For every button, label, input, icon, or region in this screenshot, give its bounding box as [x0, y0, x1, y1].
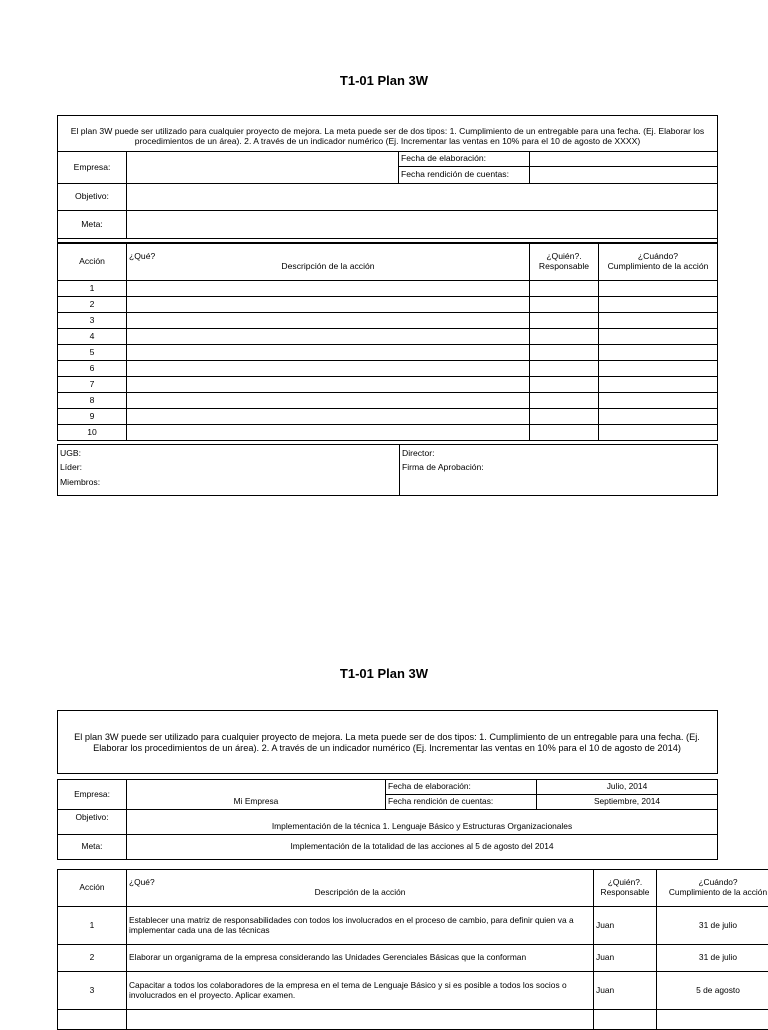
row-cumplimiento[interactable] — [599, 281, 718, 297]
row-cumplimiento[interactable]: 5 de agosto — [657, 972, 768, 1010]
form1-actions-table — [57, 242, 718, 441]
row-responsable[interactable] — [530, 377, 599, 393]
form2-objetivo-value[interactable]: Implementación de la técnica 1. Lenguaje Básico y Estructuras Organizacionales — [127, 810, 718, 835]
row-number: 3 — [58, 972, 127, 1010]
row-number: 1 — [58, 907, 127, 945]
form2-cumplimiento-label: Cumplimiento de la acción — [659, 888, 768, 898]
form2-intro: El plan 3W puede ser utilizado para cualquier proyecto de mejora. La meta puede ser de dos tipos: 1. Cumplimiento de un entregable para una fecha. (Ej. Elaborar los procedimientos de un área). 2. A través de un indicador numérico (Ej. Incrementar las ventas en 10% para el 10 de agosto de 2014) — [62, 732, 712, 754]
row-cumplimiento[interactable]: 31 de julio — [657, 907, 768, 945]
table-row — [58, 281, 718, 297]
form1-empresa-value[interactable] — [127, 152, 399, 184]
row-cumplimiento[interactable] — [599, 409, 718, 425]
row-description[interactable] — [127, 1010, 594, 1030]
row-responsable[interactable]: Juan — [594, 972, 657, 1010]
form1-title: T1-01 Plan 3W — [0, 73, 768, 88]
row-description[interactable] — [127, 313, 530, 329]
row-number: 9 — [58, 409, 127, 425]
form1-fecha-elab-label: Fecha de elaboración: — [399, 152, 530, 167]
form1-desc-label: Descripción de la acción — [129, 262, 527, 272]
form1-fecha-elab-value[interactable] — [530, 152, 718, 167]
table-row — [58, 377, 718, 393]
form1-quien-label: ¿Quién?. — [532, 252, 596, 262]
form1-objetivo-label: Objetivo: — [58, 184, 127, 211]
table-row — [58, 409, 718, 425]
row-number: 5 — [58, 345, 127, 361]
row-number: 2 — [58, 297, 127, 313]
form1-footer-divider — [399, 445, 400, 495]
form2-fecha-elab-label: Fecha de elaboración: — [386, 780, 537, 795]
row-responsable[interactable] — [530, 329, 599, 345]
form2-responsable-label: Responsable — [596, 888, 654, 898]
form1-miembros-label: Miembros: — [60, 477, 100, 487]
row-description[interactable]: Capacitar a todos los colaboradores de la empresa en el tema de Lenguaje Básico y si es posible a todos los socios o involucrados en el proyecto. Aplicar examen. — [127, 972, 594, 1010]
form1-que-header — [127, 243, 530, 281]
form2-fecha-rend-label: Fecha rendición de cuentas: — [386, 795, 537, 810]
form1-fecha-rend-label: Fecha rendición de cuentas: — [399, 167, 530, 184]
form2-que-header — [127, 870, 594, 907]
form1-meta-value[interactable] — [127, 211, 718, 239]
row-number — [58, 1010, 127, 1030]
form2-fecha-elab-value[interactable]: Julio, 2014 — [537, 780, 718, 795]
row-responsable[interactable]: Juan — [594, 907, 657, 945]
row-number: 6 — [58, 361, 127, 377]
form1-fecha-rend-value[interactable] — [530, 167, 718, 184]
row-responsable[interactable] — [530, 409, 599, 425]
row-cumplimiento[interactable]: 31 de julio — [657, 945, 768, 972]
row-description[interactable] — [127, 345, 530, 361]
row-description[interactable]: Elaborar un organigrama de la empresa considerando las Unidades Gerenciales Básicas que la conforman — [127, 945, 594, 972]
row-cumplimiento[interactable] — [599, 361, 718, 377]
row-responsable[interactable] — [530, 313, 599, 329]
row-cumplimiento[interactable] — [657, 1010, 768, 1030]
form2-empresa-label: Empresa: — [58, 780, 127, 810]
form2-quien-label: ¿Quién?. — [596, 878, 654, 888]
form1-responsable-label: Responsable — [532, 262, 596, 272]
form1-meta-label: Meta: — [58, 211, 127, 239]
form1-footer-box — [57, 444, 718, 496]
row-cumplimiento[interactable] — [599, 425, 718, 441]
form2-que-label: ¿Qué? — [129, 878, 591, 888]
table-row — [58, 361, 718, 377]
form1-objetivo-value[interactable] — [127, 184, 718, 211]
table-row — [58, 1010, 768, 1030]
form1-firma-label: Firma de Aprobación: — [402, 462, 484, 472]
form1-que-label: ¿Qué? — [129, 252, 527, 262]
form2-quien-header — [594, 870, 657, 907]
row-description[interactable] — [127, 297, 530, 313]
table-row — [58, 297, 718, 313]
form1-director-label: Director: — [402, 448, 434, 458]
form1-lider-label: Líder: — [60, 462, 82, 472]
row-responsable[interactable]: Juan — [594, 945, 657, 972]
row-responsable[interactable] — [530, 297, 599, 313]
table-row — [58, 393, 718, 409]
row-number: 3 — [58, 313, 127, 329]
form2-empresa-value[interactable]: Mi Empresa — [127, 780, 386, 810]
row-number: 1 — [58, 281, 127, 297]
form1-empresa-label: Empresa: — [58, 152, 127, 184]
form2-fecha-rend-value[interactable]: Septiembre, 2014 — [537, 795, 718, 810]
form1-cuando-header — [599, 243, 718, 281]
row-number: 8 — [58, 393, 127, 409]
table-row — [58, 945, 768, 972]
form1-cumplimiento-label: Cumplimiento de la acción — [601, 262, 715, 272]
table-row — [58, 329, 718, 345]
row-responsable[interactable] — [530, 393, 599, 409]
row-description[interactable] — [127, 393, 530, 409]
form1-quien-header — [530, 243, 599, 281]
row-number: 7 — [58, 377, 127, 393]
row-number: 2 — [58, 945, 127, 972]
row-description[interactable] — [127, 361, 530, 377]
row-responsable[interactable] — [530, 361, 599, 377]
row-description[interactable]: Establecer una matriz de responsabilidades con todos los involucrados en el proceso de cambio, para definir quien va a implementar cada una de las técnicas — [127, 907, 594, 945]
row-description[interactable] — [127, 377, 530, 393]
row-responsable[interactable] — [594, 1010, 657, 1030]
row-description[interactable] — [127, 329, 530, 345]
form2-desc-label: Descripción de la acción — [129, 888, 591, 898]
row-description[interactable] — [127, 281, 530, 297]
row-cumplimiento[interactable] — [599, 345, 718, 361]
form2-cuando-header — [657, 870, 768, 907]
form2-meta-label: Meta: — [58, 835, 127, 860]
form2-actions-table — [57, 869, 768, 1030]
table-row — [58, 907, 768, 945]
row-number: 10 — [58, 425, 127, 441]
row-cumplimiento[interactable] — [599, 329, 718, 345]
form2-meta-value[interactable]: Implementación de la totalidad de las acciones al 5 de agosto del 2014 — [127, 835, 718, 860]
form1-ugb-label: UGB: — [60, 448, 81, 458]
row-cumplimiento[interactable] — [599, 377, 718, 393]
form2-cuando-label: ¿Cuándo? — [659, 878, 768, 888]
form2-header-table — [57, 779, 718, 860]
table-row — [58, 425, 718, 441]
row-cumplimiento[interactable] — [599, 297, 718, 313]
form1-cuando-label: ¿Cuándo? — [601, 252, 715, 262]
form2-objetivo-label: Objetivo: — [58, 810, 127, 835]
table-row — [58, 345, 718, 361]
form1-intro: El plan 3W puede ser utilizado para cualquier proyecto de mejora. La meta puede ser de dos tipos: 1. Cumplimiento de un entregable para una fecha. (Ej. Elaborar los procedimientos de un área). 2. A través de un indicador numérico (Ej. Incrementar las ventas en 10% para el 10 de agosto de XXXX) — [60, 126, 715, 147]
row-cumplimiento[interactable] — [599, 393, 718, 409]
row-cumplimiento[interactable] — [599, 313, 718, 329]
form2-title: T1-01 Plan 3W — [0, 666, 768, 681]
row-description[interactable] — [127, 425, 530, 441]
row-responsable[interactable] — [530, 281, 599, 297]
table-row — [58, 313, 718, 329]
row-responsable[interactable] — [530, 345, 599, 361]
row-responsable[interactable] — [530, 425, 599, 441]
form1-accion-header: Acción — [58, 243, 127, 281]
row-description[interactable] — [127, 409, 530, 425]
table-row — [58, 972, 768, 1010]
form2-accion-header: Acción — [58, 870, 127, 907]
form1-header-table — [57, 151, 718, 239]
row-number: 4 — [58, 329, 127, 345]
